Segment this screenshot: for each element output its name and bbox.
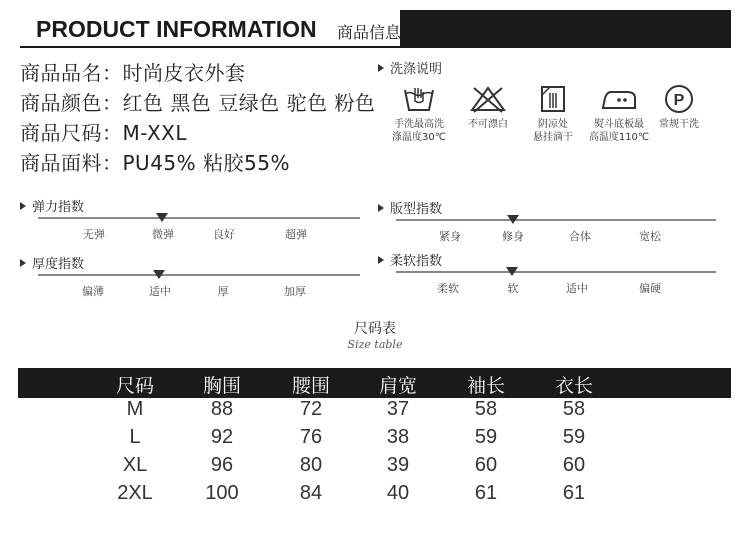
iron-icon bbox=[599, 84, 639, 114]
elasticity-title: 弹力指数 bbox=[20, 196, 84, 215]
size-table-cell: 72 bbox=[299, 398, 323, 420]
thickness-option: 适中 bbox=[149, 285, 171, 298]
softness-line bbox=[396, 271, 716, 273]
size-table-cell: 38 bbox=[386, 426, 410, 448]
softness-option: 柔软 bbox=[437, 282, 459, 295]
size-table-cell: 80 bbox=[299, 454, 323, 476]
thickness-scale bbox=[20, 253, 365, 303]
elasticity-line bbox=[38, 217, 360, 219]
size-table-header-cell: 尺码 bbox=[115, 375, 155, 397]
size-table-cell: 2XL bbox=[117, 482, 153, 504]
hand-wash-icon bbox=[399, 84, 439, 114]
header-rule bbox=[20, 46, 731, 48]
size-table-cell: 88 bbox=[210, 398, 234, 420]
size-table-row bbox=[18, 426, 731, 454]
no-bleach-icon bbox=[468, 84, 508, 114]
size-table-cell: 37 bbox=[386, 398, 410, 420]
size-table-cell: 59 bbox=[562, 426, 586, 448]
size-table-subtitle: Size table bbox=[347, 338, 403, 351]
size-table-cell: 58 bbox=[474, 398, 498, 420]
size-table-cell: 39 bbox=[386, 454, 410, 476]
wash-title bbox=[378, 58, 442, 77]
wash-caption: 熨斗底板最 高温度110℃ bbox=[588, 119, 650, 143]
drip-dry-shade-icon bbox=[533, 84, 573, 114]
size-table-cell: 59 bbox=[474, 426, 498, 448]
size-table-header-cell: 腰围 bbox=[291, 375, 331, 397]
softness-marker bbox=[506, 267, 518, 276]
thickness-title: 厚度指数 bbox=[20, 253, 84, 272]
size-table-cell: 76 bbox=[299, 426, 323, 448]
size-table-cell: XL bbox=[122, 454, 148, 476]
elasticity-option: 超弹 bbox=[285, 228, 307, 241]
product-fabric: 商品面料：PU45% 粘胶55% bbox=[20, 151, 290, 175]
fit-option: 紧身 bbox=[439, 230, 461, 243]
softness-option: 软 bbox=[507, 282, 519, 295]
size-table-cell: L bbox=[129, 426, 141, 448]
bullet-triangle-icon bbox=[378, 64, 384, 72]
size-table-title: 尺码表 bbox=[354, 321, 396, 337]
thickness-marker bbox=[153, 270, 165, 279]
size-table-cell: 60 bbox=[562, 454, 586, 476]
product-name: 商品品名：时尚皮衣外套 bbox=[20, 61, 246, 85]
product-info-header bbox=[20, 10, 731, 46]
wash-item-hand-wash bbox=[384, 84, 454, 144]
product-info bbox=[20, 58, 375, 178]
fit-marker bbox=[507, 215, 519, 224]
thickness-option: 加厚 bbox=[284, 285, 306, 298]
wash-item-dry-clean bbox=[644, 84, 714, 131]
dry-clean-icon bbox=[659, 84, 699, 114]
product-colors: 商品颜色：红色 黑色 豆绿色 驼色 粉色 bbox=[20, 91, 376, 115]
wash-item-no-bleach bbox=[453, 84, 523, 131]
wash-caption: 不可漂白 bbox=[468, 119, 508, 130]
wash-title-text: 洗涤说明 bbox=[390, 62, 443, 77]
size-table-cell: 60 bbox=[474, 454, 498, 476]
size-table-header-cell: 肩宽 bbox=[378, 375, 418, 397]
size-table-cell: 40 bbox=[386, 482, 410, 504]
elasticity-option: 无弹 bbox=[83, 228, 105, 241]
wash-caption: 常规干洗 bbox=[659, 119, 699, 130]
fit-option: 宽松 bbox=[639, 230, 661, 243]
softness-option: 偏硬 bbox=[639, 282, 661, 295]
softness-title: 柔软指数 bbox=[378, 250, 442, 269]
fit-option: 修身 bbox=[502, 230, 524, 243]
elasticity-option: 良好 bbox=[213, 228, 235, 241]
thickness-option: 厚 bbox=[217, 285, 229, 298]
thickness-option: 偏薄 bbox=[82, 285, 104, 298]
svg-text:P: P bbox=[673, 92, 685, 109]
size-table-header bbox=[18, 368, 731, 398]
header-title: PRODUCT INFORMATION bbox=[36, 16, 317, 42]
softness-option: 适中 bbox=[566, 282, 588, 295]
size-table-cell: 96 bbox=[210, 454, 234, 476]
softness-scale bbox=[378, 250, 723, 300]
size-table-cell: 84 bbox=[299, 482, 323, 504]
size-table-cell: 92 bbox=[210, 426, 234, 448]
size-table-cell: 100 bbox=[205, 482, 239, 504]
elasticity-option: 微弹 bbox=[152, 228, 174, 241]
elasticity-marker bbox=[156, 213, 168, 222]
elasticity-scale bbox=[20, 196, 365, 246]
fit-option: 合体 bbox=[569, 230, 591, 243]
size-table-header-cell: 衣长 bbox=[554, 375, 594, 397]
wash-item-drip-dry bbox=[518, 84, 588, 144]
size-table-cell: 61 bbox=[474, 482, 498, 504]
size-table-header-cell: 袖长 bbox=[466, 375, 506, 397]
size-table-row bbox=[18, 398, 731, 426]
fit-line bbox=[396, 219, 716, 221]
wash-caption: 手洗最高洗 涤温度30℃ bbox=[392, 119, 446, 143]
header-title-box bbox=[20, 10, 400, 46]
thickness-line bbox=[38, 274, 360, 276]
size-table-row bbox=[18, 482, 731, 510]
fit-title: 版型指数 bbox=[378, 198, 442, 217]
size-table-header-cell: 胸围 bbox=[202, 375, 242, 397]
size-table-cell: M bbox=[126, 398, 144, 420]
size-table-cell: 61 bbox=[562, 482, 586, 504]
fit-scale bbox=[378, 198, 723, 248]
wash-caption: 阴凉处 悬挂滴干 bbox=[533, 119, 573, 143]
size-table-cell: 58 bbox=[562, 398, 586, 420]
header-title-cn: 商品信息 bbox=[337, 23, 402, 42]
size-table-row bbox=[18, 454, 731, 482]
product-sizes: 商品尺码：M-XXL bbox=[20, 121, 188, 145]
